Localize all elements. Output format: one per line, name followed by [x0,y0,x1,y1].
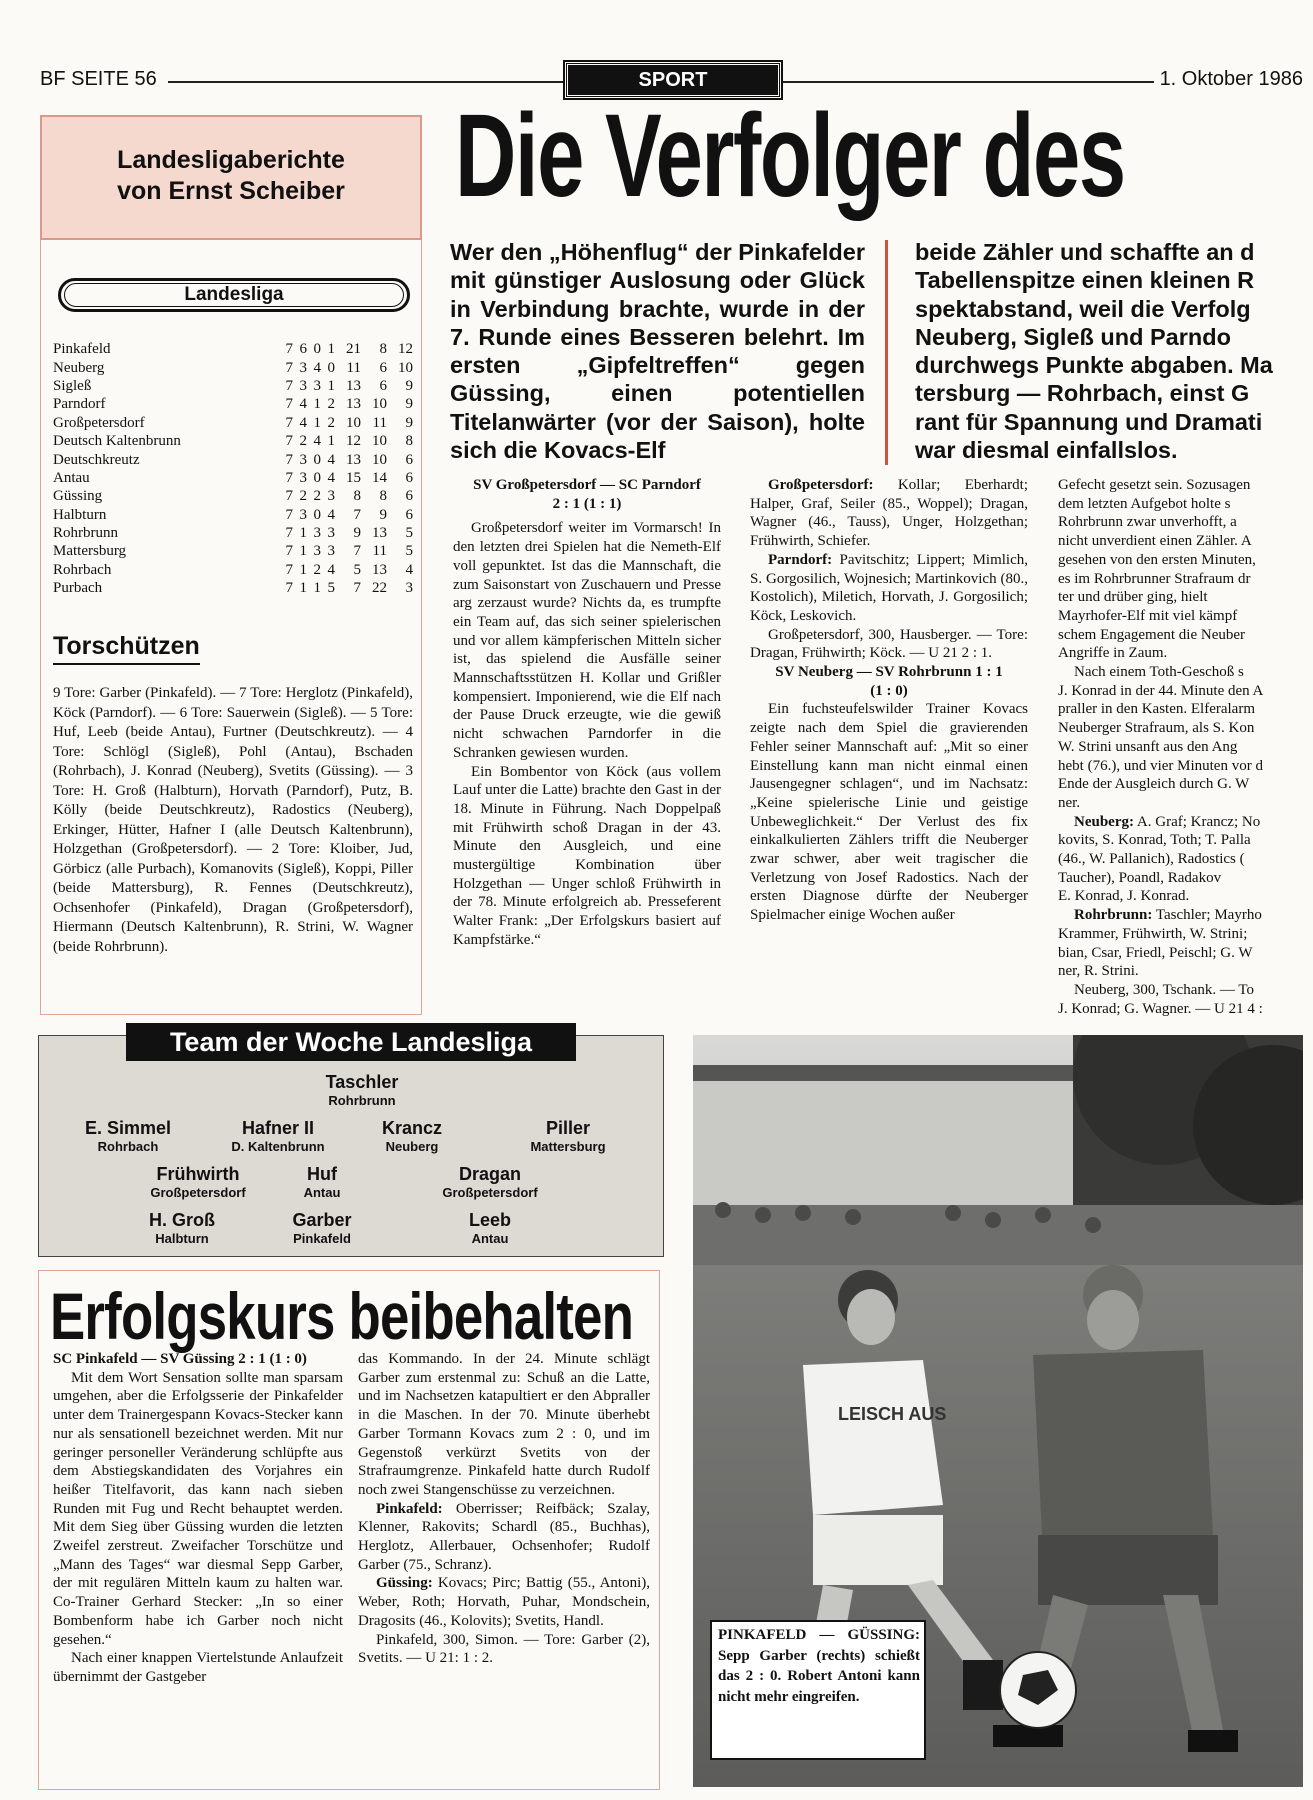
standings-cell-l: 3 [327,525,335,542]
lineup-text: Kollar; Eberhardt; Halper, Graf, Seiler (85., Woppel); Dragan, Wagner (46., Tauss), Unger, Holzgethan; Frühwirth, Schiefer. [750,477,1028,550]
column-3-line: J. Konrad in der 44. Minute den A [1058,682,1264,699]
standings-cell-ga: 22 [372,580,387,597]
lead-right-line: rant für Spannung und Dramati [915,408,1263,435]
lead-right-line: Tabellenspitze einen kleinen R [915,267,1255,294]
column-3-line: Rohrbrunn zwar unverhofft, a [1058,514,1237,531]
standings-cell-pts: 9 [405,414,413,431]
standings-cell-team: Rohrbrunn [53,525,118,542]
match-score: (1 : 0) [870,682,908,699]
standings-cell-d: 1 [313,414,321,431]
standings-cell-l: 4 [327,451,335,468]
standings-cell-p: 7 [285,359,293,376]
column-3-line: Rohrbrunn: Taschler; Mayrho [1074,907,1262,924]
column-3-line: E. Konrad, J. Konrad. [1058,888,1190,905]
column-3-line: Neuberg, 300, Tschank. — To [1074,981,1254,998]
standings-cell-d: 4 [313,433,321,450]
player-club: Großpetersdorf [150,1185,246,1200]
standings-cell-p: 7 [285,414,293,431]
standings-cell-pts: 5 [405,543,413,560]
standings-cell-gf: 13 [346,396,361,413]
standings-cell-w: 4 [299,414,307,431]
column-3-line: ter und drüber ging, hielt [1058,589,1208,606]
standings-cell-team: Güssing [53,488,103,505]
column-3-line: Ende der Ausgleich durch G. W [1058,776,1250,793]
standings-cell-w: 2 [299,433,307,450]
column-3-line: Nach einem Toth-Geschoß s [1074,664,1244,681]
player-club: D. Kaltenbrunn [231,1139,325,1154]
lead-right-line: tersburg — Rohrbach, einst G [915,380,1250,407]
team-of-week-title [126,1023,576,1061]
standings-cell-p: 7 [285,377,293,394]
erfolgskurs-column-2 [358,1350,650,1668]
match-score: 2 : 1 (1 : 1) [552,495,622,512]
column-3-line: ner, R. Strini. [1058,963,1139,980]
team-of-week-title-text: Team der Woche Landesliga [169,1027,533,1057]
standings-cell-d: 1 [313,580,321,597]
standings-cell-gf: 21 [346,341,361,358]
column-3-line: Mayrhofer-Elf mit viel kämpf [1058,607,1238,624]
standings-cell-d: 0 [313,341,321,358]
paragraph: Nach einer knappen Viertelstunde Anlaufzeit übernimmt der Gastgeber [53,1650,343,1685]
article-column-1 [453,476,721,950]
league-table-title: Landesliga [64,283,404,307]
match-heading: SV Neuberg — SV Rohrbrunn 1 : 1 [775,664,1003,681]
team-of-week-player [272,1072,452,1109]
standings-cell-gf: 11 [346,359,361,376]
standings-cell-team: Rohrbach [53,561,112,578]
standings-cell-w: 6 [299,341,307,358]
player-name: Hafner II [241,1118,315,1138]
standings-cell-p: 7 [285,561,293,578]
standings-cell-team: Großpetersdorf [53,414,145,431]
standings-cell-p: 7 [285,433,293,450]
column-3-line: Gefecht gesetzt sein. Sozusagen [1058,477,1251,493]
page-number: BF SEITE 56 [40,68,157,90]
standings-cell-d: 0 [313,506,321,523]
standings-cell-p: 7 [285,543,293,560]
paragraph: Großpetersdorf weiter im Vormarsch! In den letzten drei Spielen hat die Nemeth-Elf voll gepunktet. Ist das die Mannschaft, die zum Saisonstart von Zuschauern und Presse arg zerzaust wurde? Nichts da, es trumpfte ein Team auf, das sich seiner spielerischen und vor allem kämpferischen Mitteln sicher ist, das spielend die Ausfälle seiner Mannschaftsstützen H. Kollar und Grißler kompensiert. Imponierend, wie die Elf nach der Pause Druck erzeugte, wie die gewiß nicht schwachen Parndorfer in die Schranken gewiesen wurden. [453,520,721,761]
player-club: Rohrbrunn [328,1093,396,1108]
lead-right-line: war diesmal einfallslos. [915,437,1178,464]
standings-cell-team: Pinkafeld [53,341,111,358]
standings-cell-gf: 9 [353,525,361,542]
player-club: Halbturn [155,1231,209,1246]
standings-cell-d: 1 [313,396,321,413]
player-club: Antau [303,1185,341,1200]
team-of-week-player [232,1210,412,1247]
standings-cell-p: 7 [285,451,293,468]
paragraph: Ein fuchsteufelswilder Trainer Kovacs zeigte nach dem Spiel die gravierenden Fehler seiner Mannschaft auf: „Mit so einer Einstellung kann man nicht einmal einen Jausengegner schlagen“, und im Nachsatz: „Keine spielerische Linie und geistige Unbeweglichkeit.“ Der Verlust des fix einkalkulierten Zählers trifft die Neuberger zwar schwer, aber weit tragischer die Verletzung von Josef Radostics. Nach der ersten Diagnose dürfte der Neuberger Spielmacher einige Wochen außer [750,701,1028,924]
column-3-line: Angriffe in Zaum. [1058,645,1168,662]
standings-cell-w: 1 [299,525,307,542]
standings-cell-l: 2 [327,396,335,413]
standings-cell-ga: 13 [372,561,387,578]
standings-cell-ga: 6 [379,377,387,394]
lineup-label: Güssing: [376,1575,433,1592]
player-club: Antau [471,1231,509,1246]
paragraph: Ein Bombentor von Köck (aus vollem Lauf unter die Latte) brachte den Gast in der 18. Minute in Führung. Nach Doppelpaß mit Frühwirth schoß Dragan in der 43. Minute den Ausgleich, und eine mustergültige Kombination über Holzgethan — Unger schloß Frühwirth in der 78. Minute erfolgreich ab. Presseferent Walter Frank: „Der Erfolgskurs basiert auf Kampfstärke.“ [453,763,721,948]
main-headline: Die Verfolger des [455,90,1125,222]
column-3-line: nicht unverdient einen Zähler. A [1058,533,1252,550]
standings-cell-d: 4 [313,359,321,376]
column-3-line: praller in den Kasten. Elferalarm [1058,701,1255,718]
player-name: Garber [292,1210,352,1230]
player-name: E. Simmel [84,1118,172,1138]
team-of-week-player [322,1118,502,1155]
standings-cell-w: 2 [299,488,307,505]
match-info: Pinkafeld, 300, Simon. — Tore: Garber (2), Svetits. — U 21: 1 : 2. [358,1631,650,1667]
match-heading: SC Pinkafeld — SV Güssing 2 : 1 (1 : 0) [53,1351,307,1367]
column-3-line: Neuberg: A. Graf; Krancz; No [1074,813,1261,830]
lineup-text: Pavitschitz; Lippert; Mimlich, S. Gorgosilich, Wojnesich; Martinkovich (80., Kostolich), Miletich, Horvath, J. Gorgosilich; Köck, Leskovich. [750,551,1028,624]
standings-cell-pts: 8 [405,433,413,450]
player-club: Großpetersdorf [442,1185,538,1200]
standings-cell-d: 0 [313,451,321,468]
column-3-line: hebt (76.), und vier Minuten vor d [1058,757,1263,774]
column-3-line: Krammer, Frühwirth, W. Strini; [1058,925,1248,942]
lead-right [915,238,1303,464]
standings-cell-l: 3 [327,543,335,560]
column-3-line: ner. [1058,794,1081,811]
standings-cell-ga: 14 [372,469,387,486]
standings-cell-ga: 9 [379,506,387,523]
standings-cell-gf: 13 [346,451,361,468]
lineup-text: Kovacs; Pirc; Battig (55., Antoni), Weber, Roth; Horvath, Puhar, Mondschein, Dragosits (46., Kolovits); Svetits, Handl. [358,1575,650,1629]
standings-cell-d: 2 [313,561,321,578]
lineup-parndorf [750,551,1028,626]
standings-cell-team: Neuberg [53,359,105,376]
photo-caption: PINKAFELD — GÜSSING: Sepp Garber (rechts) schießt das 2 : 0. Robert Antoni kann nicht mehr eingreifen. [718,1627,920,1705]
standings-cell-gf: 5 [353,561,361,578]
player-name: Krancz [381,1118,443,1138]
lineup-text: Oberrisser; Reifbäck; Szalay, Klenner, Rakovits; Schardl (85., Buchhas), Herglotz, Allerbauer, Ochsenhofer; Rudolf Garber (75., Schranz). [358,1500,650,1573]
lineup-grosspetersdorf [750,476,1028,551]
column-3-line: dem letzten Aufgebot holte s [1058,495,1231,512]
lead-left: Wer den „Höhenflug“ der Pinkafelder mit günstiger Auslosung oder Glück in Verbindung brachte, wurde in der 7. Runde eines Besseren belehrt. Im ersten „Gipfeltreffen“ gegen Güssing, einen potentiellen Titelanwärter (vor der Saison), holte sich die Kovacs-Elf [450,239,865,464]
standings-cell-p: 7 [285,580,293,597]
paragraph: das Kommando. In der 24. Minute schlägt Garber zum erstenmal zu: Schuß an die Latte, und im Nachsetzen katapultiert er den Abpraller in die Maschen. In der 70. Minute überhebt Garber Tormann Kovacs zum 2 : 0, und im Gegenstoß verkürzt Svetits von der Strafraumgrenze. Pinkafeld hatte durch Rudolf noch zwei Stangenschüsse zu verzeichnen. [358,1351,650,1498]
standings-cell-team: Sigleß [53,377,92,394]
standings-cell-ga: 8 [379,488,387,505]
sidebar-title-line1: Landesligaberichte [117,146,345,174]
standings-cell-pts: 6 [405,488,413,505]
standings-cell-l: 1 [327,433,335,450]
column-3-line: W. Strini unsanft aus den Ang [1058,738,1238,755]
standings-cell-w: 3 [299,469,307,486]
standings-cell-d: 2 [313,488,321,505]
standings-cell-ga: 10 [372,396,387,413]
standings-cell-gf: 7 [353,580,361,597]
standings-cell-pts: 10 [398,359,413,376]
shirt-text: LEISCH AUS [838,1404,947,1424]
paragraph: Mit dem Wort Sensation sollte man sparsam umgehen, aber die Erfolgsserie der Pinkafelder unter dem Trainergespann Kovacs-Stecker kann nur als sensationell bezeichnet werden. Mit nur geringer personeller Veränderung schlüpfte aus dem Abstiegskandidaten des Vorjahres ein heißer Titelfavorit, das kann nach sieben Runden mit Fug und Recht behauptet werden. Mit dem Sieg über Güssing wurden die letzten Zweifel zerstreut. Zweifacher Torschütze und „Mann des Tages“ war diesmal Sepp Garber, der mit regulären Mitteln kaum zu halten war. Co-Trainer Gerhard Stecker: „In so einer Bombenform habe ich Garber noch nicht gesehen.“ [53,1369,343,1648]
standings-cell-pts: 3 [405,580,413,597]
standings-cell-l: 0 [327,359,335,376]
standings-cell-team: Halbturn [53,506,107,523]
lead-right-line: durchwegs Punkte abgaben. Ma [915,352,1273,379]
standings-cell-p: 7 [285,506,293,523]
standings-cell-l: 3 [327,488,335,505]
standings-cell-ga: 10 [372,451,387,468]
column-3-line: J. Konrad; G. Wagner. — U 21 4 : [1058,1000,1263,1016]
standings-cell-gf: 15 [346,469,361,486]
player-name: H. Groß [149,1210,215,1230]
standings-cell-ga: 6 [379,359,387,376]
lineup-pinkafeld [358,1500,650,1575]
standings-cell-w: 3 [299,377,307,394]
standings-cell-w: 3 [299,506,307,523]
standings-cell-team: Deutsch Kaltenbrunn [53,433,181,450]
column-3-line: Taucher), Poandl, Radakov [1058,869,1222,886]
column-3-line: gesehen von den ersten Minuten, [1058,551,1256,568]
standings-cell-team: Deutschkreutz [53,451,140,468]
player-name: Frühwirth [156,1164,240,1184]
team-of-week-player [232,1164,412,1201]
player-name: Piller [545,1118,591,1138]
standings-cell-l: 5 [327,580,335,597]
standings-cell-team: Mattersburg [53,543,127,560]
standings-cell-w: 1 [299,543,307,560]
section-label: SPORT [565,62,781,98]
team-of-week-player [400,1210,580,1247]
standings-cell-p: 7 [285,488,293,505]
match-info: Großpetersdorf, 300, Hausberger. — Tore: Dragan, Frühwirth; Köck. — U 21 2 : 1. [750,626,1028,662]
standings-cell-pts: 6 [405,451,413,468]
column-3-line: es im Rohrbrunner Strafraum dr [1058,570,1251,587]
team-of-week-player [478,1118,658,1155]
standings-cell-p: 7 [285,396,293,413]
standings-cell-pts: 12 [398,341,413,358]
lineup-guessing [358,1574,650,1630]
standings-cell-gf: 7 [353,506,361,523]
standings-cell-w: 1 [299,561,307,578]
player-name: Taschler [325,1072,399,1092]
article-column-2 [750,476,1028,925]
standings-cell-pts: 6 [405,469,413,486]
standings-cell-ga: 8 [379,341,387,358]
column-3-line: Neuberger Strafraum, als S. Kon [1058,720,1255,737]
player-name: Dragan [458,1164,521,1184]
standings-cell-l: 4 [327,561,335,578]
player-club: Mattersburg [530,1139,606,1154]
standings-cell-w: 3 [299,451,307,468]
standings-cell-w: 1 [299,580,307,597]
standings-cell-gf: 7 [353,543,361,560]
article-column-3 [1058,476,1303,1016]
standings-cell-p: 7 [285,341,293,358]
player-club: Neuberg [385,1139,439,1154]
sidebar-title-line2: von Ernst Scheiber [117,177,345,205]
standings-cell-d: 0 [313,469,321,486]
standings-cell-team: Parndorf [53,396,106,413]
column-3-line: kovits, S. Konrad, Toth; T. Palla [1058,832,1251,849]
standings-cell-ga: 11 [372,414,387,431]
standings-cell-w: 4 [299,396,307,413]
standings-cell-l: 1 [327,377,335,394]
standings-cell-d: 3 [313,543,321,560]
standings-cell-l: 4 [327,469,335,486]
lead-right-line: beide Zähler und schaffte an d [915,239,1255,265]
team-of-week-player [400,1164,580,1201]
standings-cell-gf: 12 [346,433,361,450]
standings-cell-pts: 6 [405,506,413,523]
standings-cell-pts: 5 [405,525,413,542]
standings-cell-pts: 9 [405,396,413,413]
standings-cell-ga: 10 [372,433,387,450]
standings-cell-d: 3 [313,525,321,542]
standings-cell-gf: 10 [346,414,361,431]
scorers-text: 9 Tore: Garber (Pinkafeld). — 7 Tore: Herglotz (Pinkafeld), Köck (Parndorf). — 6 Tore: Sauerwein (Sigleß). — 5 Tore: Huf, Leeb (beide Antau), Furtner (Deutschkreutz). — 4 Tore: Schlögl (Sigleß), Pohl (Antau), Bschaden (Rohrbach), J. Konrad (Neuberg), Svetits (Güssing). — 3 Tore: H. Groß (Halbturn), Horvath (Parndorf), Putz, B. Kölly (beide Deutschkreutz), Radostics (Neuberg), Erkinger, Hütter, Hafner I (alle Deutsch Kaltenbrunn), Holzgethan (Großpetersdorf). — 2 Tore: Kloiber, Jud, Görbicz (alle Purbach), Komanovits (Sigleß), Koppi, Piller (beide Mattersburg), R. Fennes (Deutschkreutz), Ochsenhofer (Pinkafeld), Dragan (Großpetersdorf), Hiermann (Deutsch Kaltenbrunn), R. Strini, W. Wagner (beide Rohrbrunn). [53,685,413,955]
player-club: Rohrbach [97,1139,159,1154]
player-club: Pinkafeld [293,1231,351,1246]
lineup-label: Parndorf: [768,551,833,568]
standings-cell-ga: 13 [372,525,387,542]
column-3-line: (46., W. Pallanich), Radostics ( [1058,851,1245,868]
standings-cell-l: 1 [327,341,335,358]
lineup-label: Großpetersdorf: [768,477,874,493]
issue-date: 1. Oktober 1986 [1154,68,1303,91]
player-name: Leeb [468,1210,511,1230]
standings-cell-l: 2 [327,414,335,431]
standings-cell-pts: 9 [405,377,413,394]
standings-cell-pts: 4 [405,561,413,578]
standings-cell-ga: 11 [372,543,387,560]
erfolgskurs-column-1 [53,1350,343,1687]
standings-cell-p: 7 [285,525,293,542]
standings-cell-d: 3 [313,377,321,394]
lead-right-line: Neuberg, Sigleß und Parndo [915,323,1231,350]
column-3-line: schem Engagement die Neuber [1058,626,1246,643]
match-heading: SV Großpetersdorf — SC Parndorf [473,477,701,493]
standings-cell-team: Antau [53,469,90,486]
standings-cell-w: 3 [299,359,307,376]
standings-cell-gf: 8 [353,488,361,505]
player-name: Huf [307,1164,337,1184]
scorers-title: Torschützen [53,632,200,665]
lead-right-line: spektabstand, weil die Verfolg [915,295,1251,322]
standings-cell-l: 4 [327,506,335,523]
standings-cell-p: 7 [285,469,293,486]
column-3-line: bian, Csar, Friedl, Peischl; G. W [1058,944,1253,961]
lineup-label: Pinkafeld: [376,1500,443,1517]
erfolgskurs-headline: Erfolgskurs beibehalten [50,1279,634,1353]
standings-cell-team: Purbach [53,580,103,597]
standings-cell-gf: 13 [346,377,361,394]
